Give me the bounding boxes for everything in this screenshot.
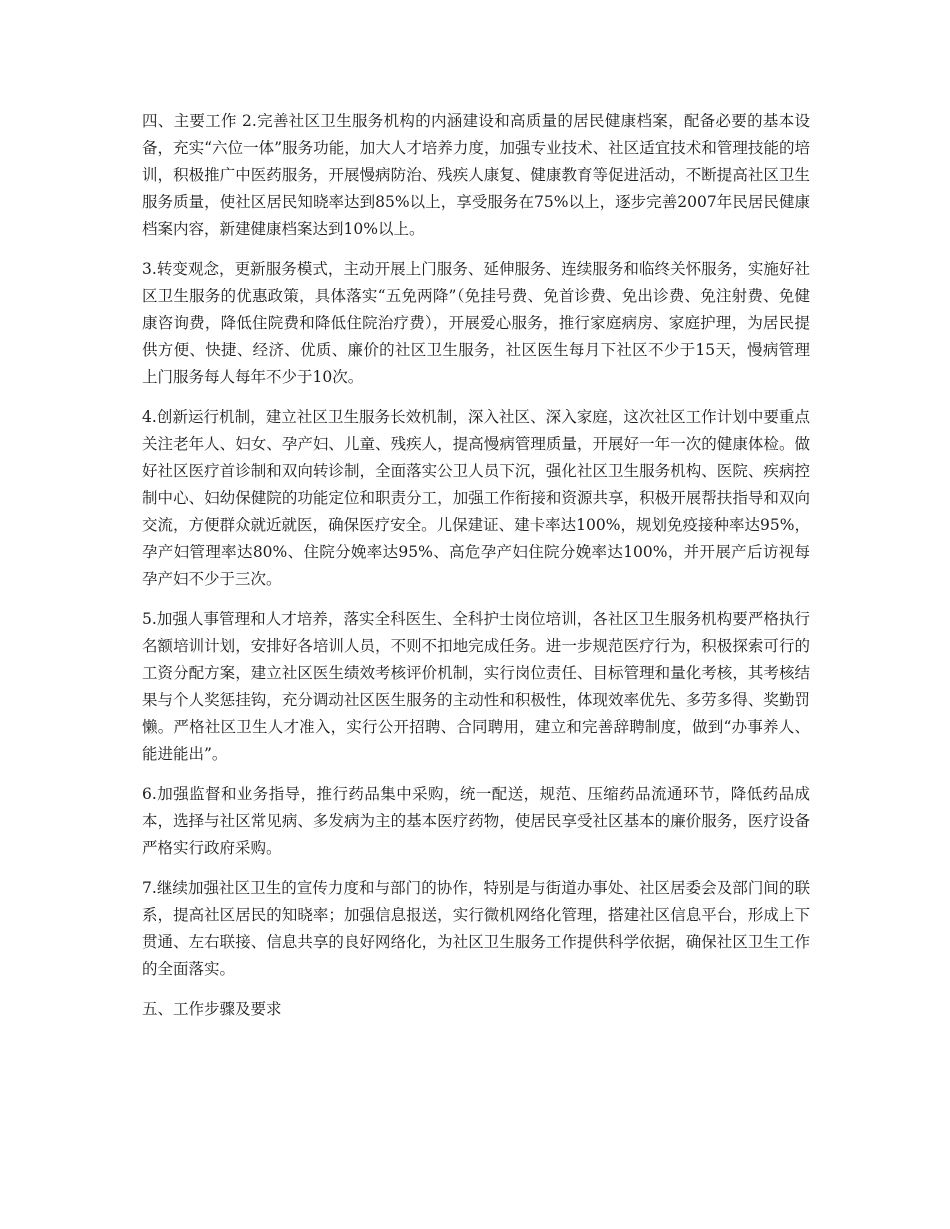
paragraph-main-work-2: 四、主要工作 2.完善社区卫生服务机构的内涵建设和高质量的居民健康档案，配备必要的基本设备，充实“六位一体”服务功能，加大人才培养力度，加强专业技术、社区适宜技术和管理技能的培训，积极推广中医药服务，开展慢病防治、残疾人康复、健康教育等促进活动，不断提高社区卫生服务质量，使社区居民知晓率达到85%以上，享受服务在75%以上，逐步完善2007年民居民健康档案内容，新建健康档案达到10%以上。	[142, 112, 810, 238]
paragraph-7: 7.继续加强社区卫生的宣传力度和与部门的协作，特别是与街道办事处、社区居委会及部门间的联系，提高社区居民的知晓率；加强信息报送，实行微机网络化管理，搭建社区信息平台，形成上下贯通、左右联接、信息共享的良好网络化，为社区卫生服务工作提供科学依据，确保社区卫生工作的全面落实。	[142, 879, 810, 978]
paragraph-6: 6.加强监督和业务指导，推行药品集中采购，统一配送，规范、压缩药品流通环节，降低药品成本，选择与社区常见病、多发病为主的基本医疗药物，使居民享受社区基本的廉价服务，医疗设备严格实行政府采购。	[142, 785, 810, 857]
section-heading-steps: 五、工作步骤及要求	[142, 1000, 282, 1018]
paragraph-5: 5.加强人事管理和人才培养，落实全科医生、全科护士岗位培训，各社区卫生服务机构要严格执行名额培训计划，安排好各培训人员，不则不扣地完成任务。进一步规范医疗行为，积极探索可行的工资分配方案，建立社区医生绩效考核评价机制，实行岗位责任、目标管理和量化考核，其考核结果与个人奖惩挂钩，充分调动社区医生服务的主动性和积极性，体现效率优先、多劳多得、奖勤罚懒。严格社区卫生人才准入，实行公开招聘、合同聘用，建立和完善辞聘制度，做到“办事养人、能进能出”。	[142, 610, 810, 763]
document-body	[142, 108, 810, 1036]
paragraph-3: 3.转变观念，更新服务模式，主动开展上门服务、延伸服务、连续服务和临终关怀服务，实施好社区卫生服务的优惠政策，具体落实“五免两降”（免挂号费、免首诊费、免出诊费、免注射费、免健康咨询费，降低住院费和降低住院治疗费），开展爱心服务，推行家庭病房、家庭护理，为居民提供方便、快捷、经济、优质、廉价的社区卫生服务，社区医生每月下社区不少于15天，慢病管理上门服务每人每年不少于10次。	[142, 260, 810, 386]
paragraph-4: 4.创新运行机制，建立社区卫生服务长效机制，深入社区、深入家庭，这次社区工作计划中要重点关注老年人、妇女、孕产妇、儿童、残疾人，提高慢病管理质量，开展好一年一次的健康体检。做好社区医疗首诊制和双向转诊制，全面落实公卫人员下沉，强化社区卫生服务机构、医院、疾病控制中心、妇幼保健院的功能定位和职责分工，加强工作衔接和资源共享，积极开展帮扶指导和双向交流，方便群众就近就医，确保医疗安全。儿保建证、建卡率达100%，规划免疫接种率达95%，孕产妇管理率达80%、住院分娩率达95%、高危孕产妇住院分娩率达100%，并开展产后访视每孕产妇不少于三次。	[142, 408, 810, 588]
